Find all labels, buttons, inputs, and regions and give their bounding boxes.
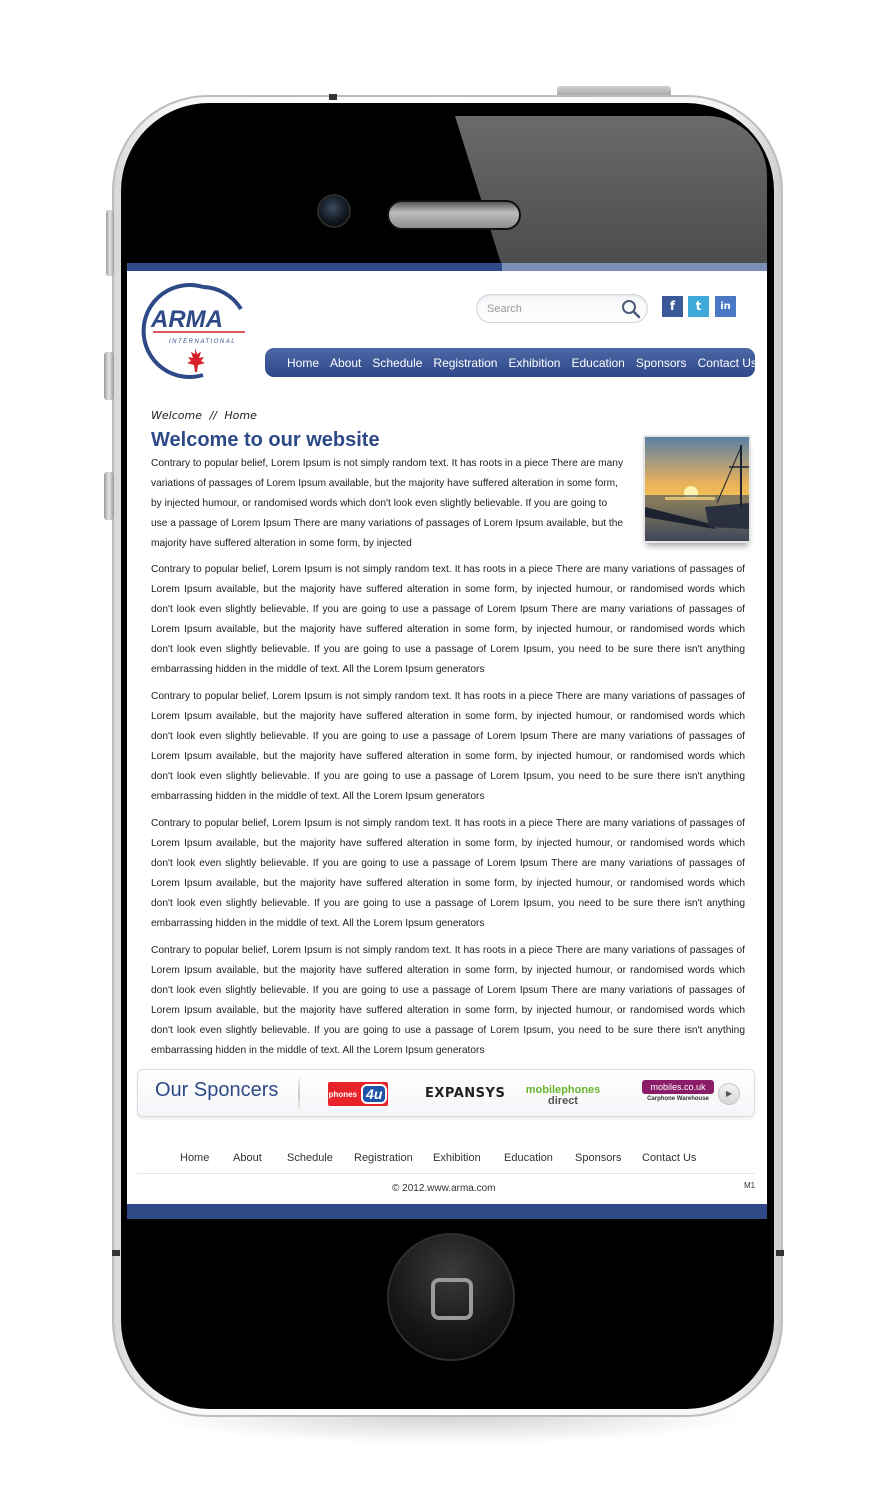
sponsor-logo-mobiles-co-uk[interactable] <box>642 1080 714 1106</box>
footer-link-registration[interactable]: Registration <box>354 1152 413 1164</box>
logo-subtext: INTERNATIONAL <box>169 339 237 345</box>
footer-link-exhibition[interactable]: Exhibition <box>433 1152 481 1164</box>
nav-item-home[interactable]: Home <box>287 355 320 370</box>
bottom-accent-bar <box>127 1204 767 1219</box>
next-arrow-icon[interactable]: ▶ <box>718 1083 740 1105</box>
glass-reflection <box>455 116 767 276</box>
version-label: M1 <box>744 1181 756 1190</box>
sponsor-logo-mobilephones-direct[interactable] <box>523 1085 603 1109</box>
twitter-icon[interactable]: t <box>688 296 709 317</box>
mobilephones-text: mobilephones <box>525 1084 601 1096</box>
footer-link-about[interactable]: About <box>233 1152 262 1164</box>
carphone-warehouse-text: Carphone Warehouse <box>647 1096 709 1102</box>
earpiece-speaker <box>387 200 521 230</box>
nav-item-registration[interactable]: Registration <box>433 355 498 370</box>
antenna-band <box>329 94 337 100</box>
volume-down-button <box>104 472 114 520</box>
home-button-icon <box>431 1278 473 1320</box>
search-icon[interactable] <box>621 299 641 319</box>
sunset-harbor-image <box>643 435 751 543</box>
nav-item-contact-us[interactable]: Contact Us <box>697 355 757 370</box>
top-accent-bar-highlight <box>502 263 767 271</box>
sponsor-logo-phones4u[interactable] <box>328 1082 388 1106</box>
footer-link-sponsors[interactable]: Sponsors <box>575 1152 622 1164</box>
mobiles-text: mobiles.co.uk <box>642 1080 714 1094</box>
breadcrumb-separator: // <box>209 409 217 422</box>
nav-item-education[interactable]: Education <box>571 355 625 370</box>
breadcrumb-home[interactable]: Home <box>224 409 257 422</box>
search-box[interactable] <box>476 294 648 323</box>
antenna-band <box>776 1250 784 1256</box>
arma-logo[interactable] <box>139 281 251 379</box>
page-title: Welcome to our website <box>151 429 380 451</box>
phone-screen <box>127 263 767 1219</box>
footer-link-home[interactable]: Home <box>180 1152 210 1164</box>
linkedin-icon[interactable]: in <box>715 296 736 317</box>
footer-link-contact-us[interactable]: Contact Us <box>642 1152 697 1164</box>
phones4u-badge: 4u <box>361 1084 387 1104</box>
footer-divider <box>137 1173 755 1174</box>
sponsor-logo-expansys[interactable]: EXPANSYS <box>425 1086 506 1101</box>
mute-switch <box>106 210 114 276</box>
copyright-text: © 2012.www.arma.com <box>392 1183 496 1194</box>
facebook-icon[interactable]: f <box>662 296 683 317</box>
search-input[interactable] <box>487 300 607 318</box>
sponsors-title: Our Sponcers <box>155 1079 279 1101</box>
nav-item-exhibition[interactable]: Exhibition <box>508 355 561 370</box>
body-paragraph: Contrary to popular belief, Lorem Ipsum is not simply random text. It has roots in a piece There are many variations of passages of Lorem Ipsum available, but the majority have suffered alteration in some form, by injected humour, or randomised words which don't look even slightly believable. If you are going to use a passage of Lorem Ipsum There are many variations of passages of Lorem Ipsum available, but the majority have suffered alteration in some form, by injected humour, or randomised words which don't look even slightly believable. If you are going to use a passage of Lorem Ipsum, you need to be sure there isn't anything embarrassing hidden in the middle of text. All the Lorem Ipsum generators <box>151 564 745 675</box>
body-paragraph: Contrary to popular belief, Lorem Ipsum is not simply random text. It has roots in a piece There are many variations of passages of Lorem Ipsum available, but the majority have suffered alteration in some form, by injected humour, or randomised words which don't look even slightly believable. If you are going to use a passage of Lorem Ipsum There are many variations of passages of Lorem Ipsum available, but the majority have suffered alteration in some form, by injected humour, or randomised words which don't look even slightly believable. If you are going to use a passage of Lorem Ipsum, you need to be sure there isn't anything embarrassing hidden in the middle of text. All the Lorem Ipsum generators <box>151 818 745 929</box>
body-paragraph: Contrary to popular belief, Lorem Ipsum is not simply random text. It has roots in a piece There are many variations of passages of Lorem Ipsum available, but the majority have suffered alteration in some form, by injected humour, or randomised words which don't look even slightly believable. If you are going to use a passage of Lorem Ipsum There are many variations of passages of Lorem Ipsum available, but the majority have suffered alteration in some form, by injected humour, or randomised words which don't look even slightly believable. If you are going to use a passage of Lorem Ipsum, you need to be sure there isn't anything embarrassing hidden in the middle of text. All the Lorem Ipsum generators <box>151 691 745 802</box>
antenna-band <box>112 1250 120 1256</box>
maple-leaf-icon <box>187 348 205 372</box>
phones4u-text: phones <box>328 1089 358 1099</box>
footer-nav <box>127 1152 767 1168</box>
front-camera <box>317 194 351 228</box>
direct-text: direct <box>548 1095 578 1107</box>
logo-text: ARMA <box>151 306 223 333</box>
nav-item-schedule[interactable]: Schedule <box>372 355 423 370</box>
sponsors-divider <box>298 1078 300 1110</box>
breadcrumb <box>151 409 261 422</box>
intro-paragraph: Contrary to popular belief, Lorem Ipsum is not simply random text. It has roots in a piece There are many variations of passages of Lorem Ipsum available, but the majority have suffered alteration in some form, by injected humour, or randomised words which don't look even slightly believable. If you are going to use a passage of Lorem Ipsum There are many variations of passages of Lorem Ipsum available, but the majority have suffered alteration in some form, by injected <box>151 458 624 549</box>
footer-link-education[interactable]: Education <box>504 1152 553 1164</box>
sponsors-strip <box>137 1069 755 1117</box>
body-paragraph: Contrary to popular belief, Lorem Ipsum is not simply random text. It has roots in a piece There are many variations of passages of Lorem Ipsum available, but the majority have suffered alteration in some form, by injected humour, or randomised words which don't look even slightly believable. If you are going to use a passage of Lorem Ipsum There are many variations of passages of Lorem Ipsum available, but the majority have suffered alteration in some form, by injected humour, or randomised words which don't look even slightly believable. If you are going to use a passage of Lorem Ipsum, you need to be sure there isn't anything embarrassing hidden in the middle of text. All the Lorem Ipsum generators <box>151 945 745 1056</box>
main-nav <box>265 348 755 377</box>
breadcrumb-welcome[interactable]: Welcome <box>151 409 202 422</box>
volume-up-button <box>104 352 114 400</box>
nav-item-sponsors[interactable]: Sponsors <box>635 355 687 370</box>
footer-link-schedule[interactable]: Schedule <box>287 1152 333 1164</box>
nav-item-about[interactable]: About <box>330 355 362 370</box>
